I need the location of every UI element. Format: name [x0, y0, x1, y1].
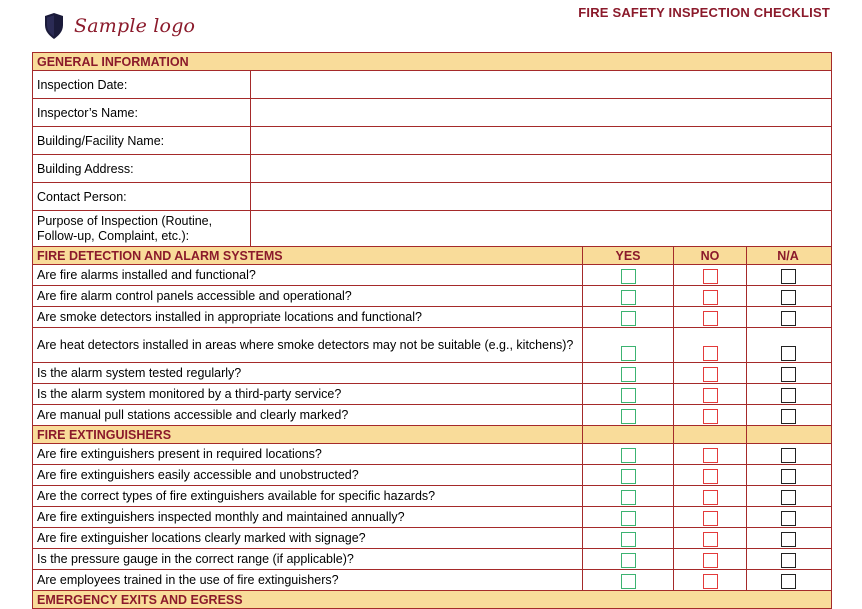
yes-checkbox[interactable]	[621, 574, 636, 589]
inspection-date-field[interactable]	[251, 71, 831, 98]
section-title: EMERGENCY EXITS AND EGRESS	[37, 592, 243, 607]
checklist-table	[32, 52, 832, 609]
info-label: Inspector’s Name:	[33, 99, 251, 126]
na-checkbox[interactable]	[781, 490, 796, 505]
info-label: Purpose of Inspection (Routine, Follow-up, Complaint, etc.):	[33, 211, 251, 246]
yes-checkbox[interactable]	[621, 388, 636, 403]
question-text: Are fire extinguisher locations clearly marked with signage?	[33, 528, 583, 548]
yes-checkbox[interactable]	[621, 409, 636, 424]
yes-checkbox[interactable]	[621, 448, 636, 463]
no-checkbox[interactable]	[703, 532, 718, 547]
na-checkbox[interactable]	[781, 511, 796, 526]
checklist-row	[33, 328, 831, 363]
column-header-no: NO	[674, 247, 747, 264]
checklist-row	[33, 444, 831, 465]
yes-checkbox[interactable]	[621, 311, 636, 326]
section-title: FIRE DETECTION AND ALARM SYSTEMS	[37, 248, 283, 263]
question-text: Are smoke detectors installed in appropriate locations and functional?	[33, 307, 583, 327]
question-text: Are the correct types of fire extinguishers available for specific hazards?	[33, 486, 583, 506]
section-fire-extinguishers	[33, 426, 831, 444]
info-row-purpose	[33, 211, 831, 247]
checklist-row	[33, 549, 831, 570]
question-text: Are fire extinguishers present in required locations?	[33, 444, 583, 464]
building-address-field[interactable]	[251, 155, 831, 182]
yes-checkbox[interactable]	[621, 553, 636, 568]
na-checkbox[interactable]	[781, 574, 796, 589]
section-fire-detection	[33, 247, 831, 265]
logo-text: Sample logo	[74, 15, 196, 37]
building-name-field[interactable]	[251, 127, 831, 154]
checklist-row	[33, 307, 831, 328]
question-text: Are heat detectors installed in areas where smoke detectors may not be suitable (e.g., kitchens)?	[33, 328, 583, 362]
na-checkbox[interactable]	[781, 269, 796, 284]
na-checkbox[interactable]	[781, 532, 796, 547]
checklist-row	[33, 465, 831, 486]
yes-checkbox[interactable]	[621, 290, 636, 305]
no-checkbox[interactable]	[703, 469, 718, 484]
na-checkbox[interactable]	[781, 409, 796, 424]
shield-icon	[42, 12, 66, 40]
no-checkbox[interactable]	[703, 448, 718, 463]
question-text: Is the alarm system monitored by a third-party service?	[33, 384, 583, 404]
no-checkbox[interactable]	[703, 409, 718, 424]
question-text: Are employees trained in the use of fire extinguishers?	[33, 570, 583, 590]
no-checkbox[interactable]	[703, 346, 718, 361]
info-label: Contact Person:	[33, 183, 251, 210]
question-text: Are fire extinguishers inspected monthly and maintained annually?	[33, 507, 583, 527]
checklist-row	[33, 570, 831, 591]
question-text: Are manual pull stations accessible and clearly marked?	[33, 405, 583, 425]
checklist-row	[33, 405, 831, 426]
checklist-row	[33, 384, 831, 405]
yes-checkbox[interactable]	[621, 490, 636, 505]
yes-checkbox[interactable]	[621, 469, 636, 484]
na-checkbox[interactable]	[781, 388, 796, 403]
no-checkbox[interactable]	[703, 367, 718, 382]
section-title: GENERAL INFORMATION	[37, 54, 189, 69]
no-checkbox[interactable]	[703, 311, 718, 326]
question-text: Are fire extinguishers easily accessible and unobstructed?	[33, 465, 583, 485]
yes-checkbox[interactable]	[621, 511, 636, 526]
question-text: Are fire alarm control panels accessible and operational?	[33, 286, 583, 306]
contact-person-field[interactable]	[251, 183, 831, 210]
question-text: Are fire alarms installed and functional?	[33, 265, 583, 285]
info-row-contact-person	[33, 183, 831, 211]
checklist-row	[33, 363, 831, 384]
yes-checkbox[interactable]	[621, 269, 636, 284]
no-checkbox[interactable]	[703, 511, 718, 526]
no-checkbox[interactable]	[703, 290, 718, 305]
column-header-yes: YES	[583, 247, 674, 264]
checklist-row	[33, 507, 831, 528]
info-row-building-name	[33, 127, 831, 155]
checklist-row	[33, 286, 831, 307]
page-title: FIRE SAFETY INSPECTION CHECKLIST	[578, 5, 830, 20]
na-checkbox[interactable]	[781, 448, 796, 463]
yes-checkbox[interactable]	[621, 367, 636, 382]
na-checkbox[interactable]	[781, 290, 796, 305]
inspector-name-field[interactable]	[251, 99, 831, 126]
logo	[42, 10, 195, 42]
question-text: Is the pressure gauge in the correct range (if applicable)?	[33, 549, 583, 569]
purpose-field[interactable]	[251, 211, 831, 246]
no-checkbox[interactable]	[703, 388, 718, 403]
section-title: FIRE EXTINGUISHERS	[37, 427, 172, 442]
na-checkbox[interactable]	[781, 553, 796, 568]
yes-checkbox[interactable]	[621, 346, 636, 361]
info-row-inspection-date	[33, 71, 831, 99]
checklist-row	[33, 265, 831, 286]
na-checkbox[interactable]	[781, 311, 796, 326]
info-row-inspector-name	[33, 99, 831, 127]
yes-checkbox[interactable]	[621, 532, 636, 547]
no-checkbox[interactable]	[703, 490, 718, 505]
checklist-row	[33, 486, 831, 507]
na-checkbox[interactable]	[781, 346, 796, 361]
no-checkbox[interactable]	[703, 553, 718, 568]
na-checkbox[interactable]	[781, 367, 796, 382]
section-general-information	[33, 53, 831, 71]
no-checkbox[interactable]	[703, 269, 718, 284]
checklist-row	[33, 528, 831, 549]
info-label: Building/Facility Name:	[33, 127, 251, 154]
na-checkbox[interactable]	[781, 469, 796, 484]
info-label: Building Address:	[33, 155, 251, 182]
info-label: Inspection Date:	[33, 71, 251, 98]
column-header-na: N/A	[777, 248, 799, 263]
info-row-building-address	[33, 155, 831, 183]
no-checkbox[interactable]	[703, 574, 718, 589]
section-emergency-exits	[33, 591, 831, 609]
question-text: Is the alarm system tested regularly?	[33, 363, 583, 383]
